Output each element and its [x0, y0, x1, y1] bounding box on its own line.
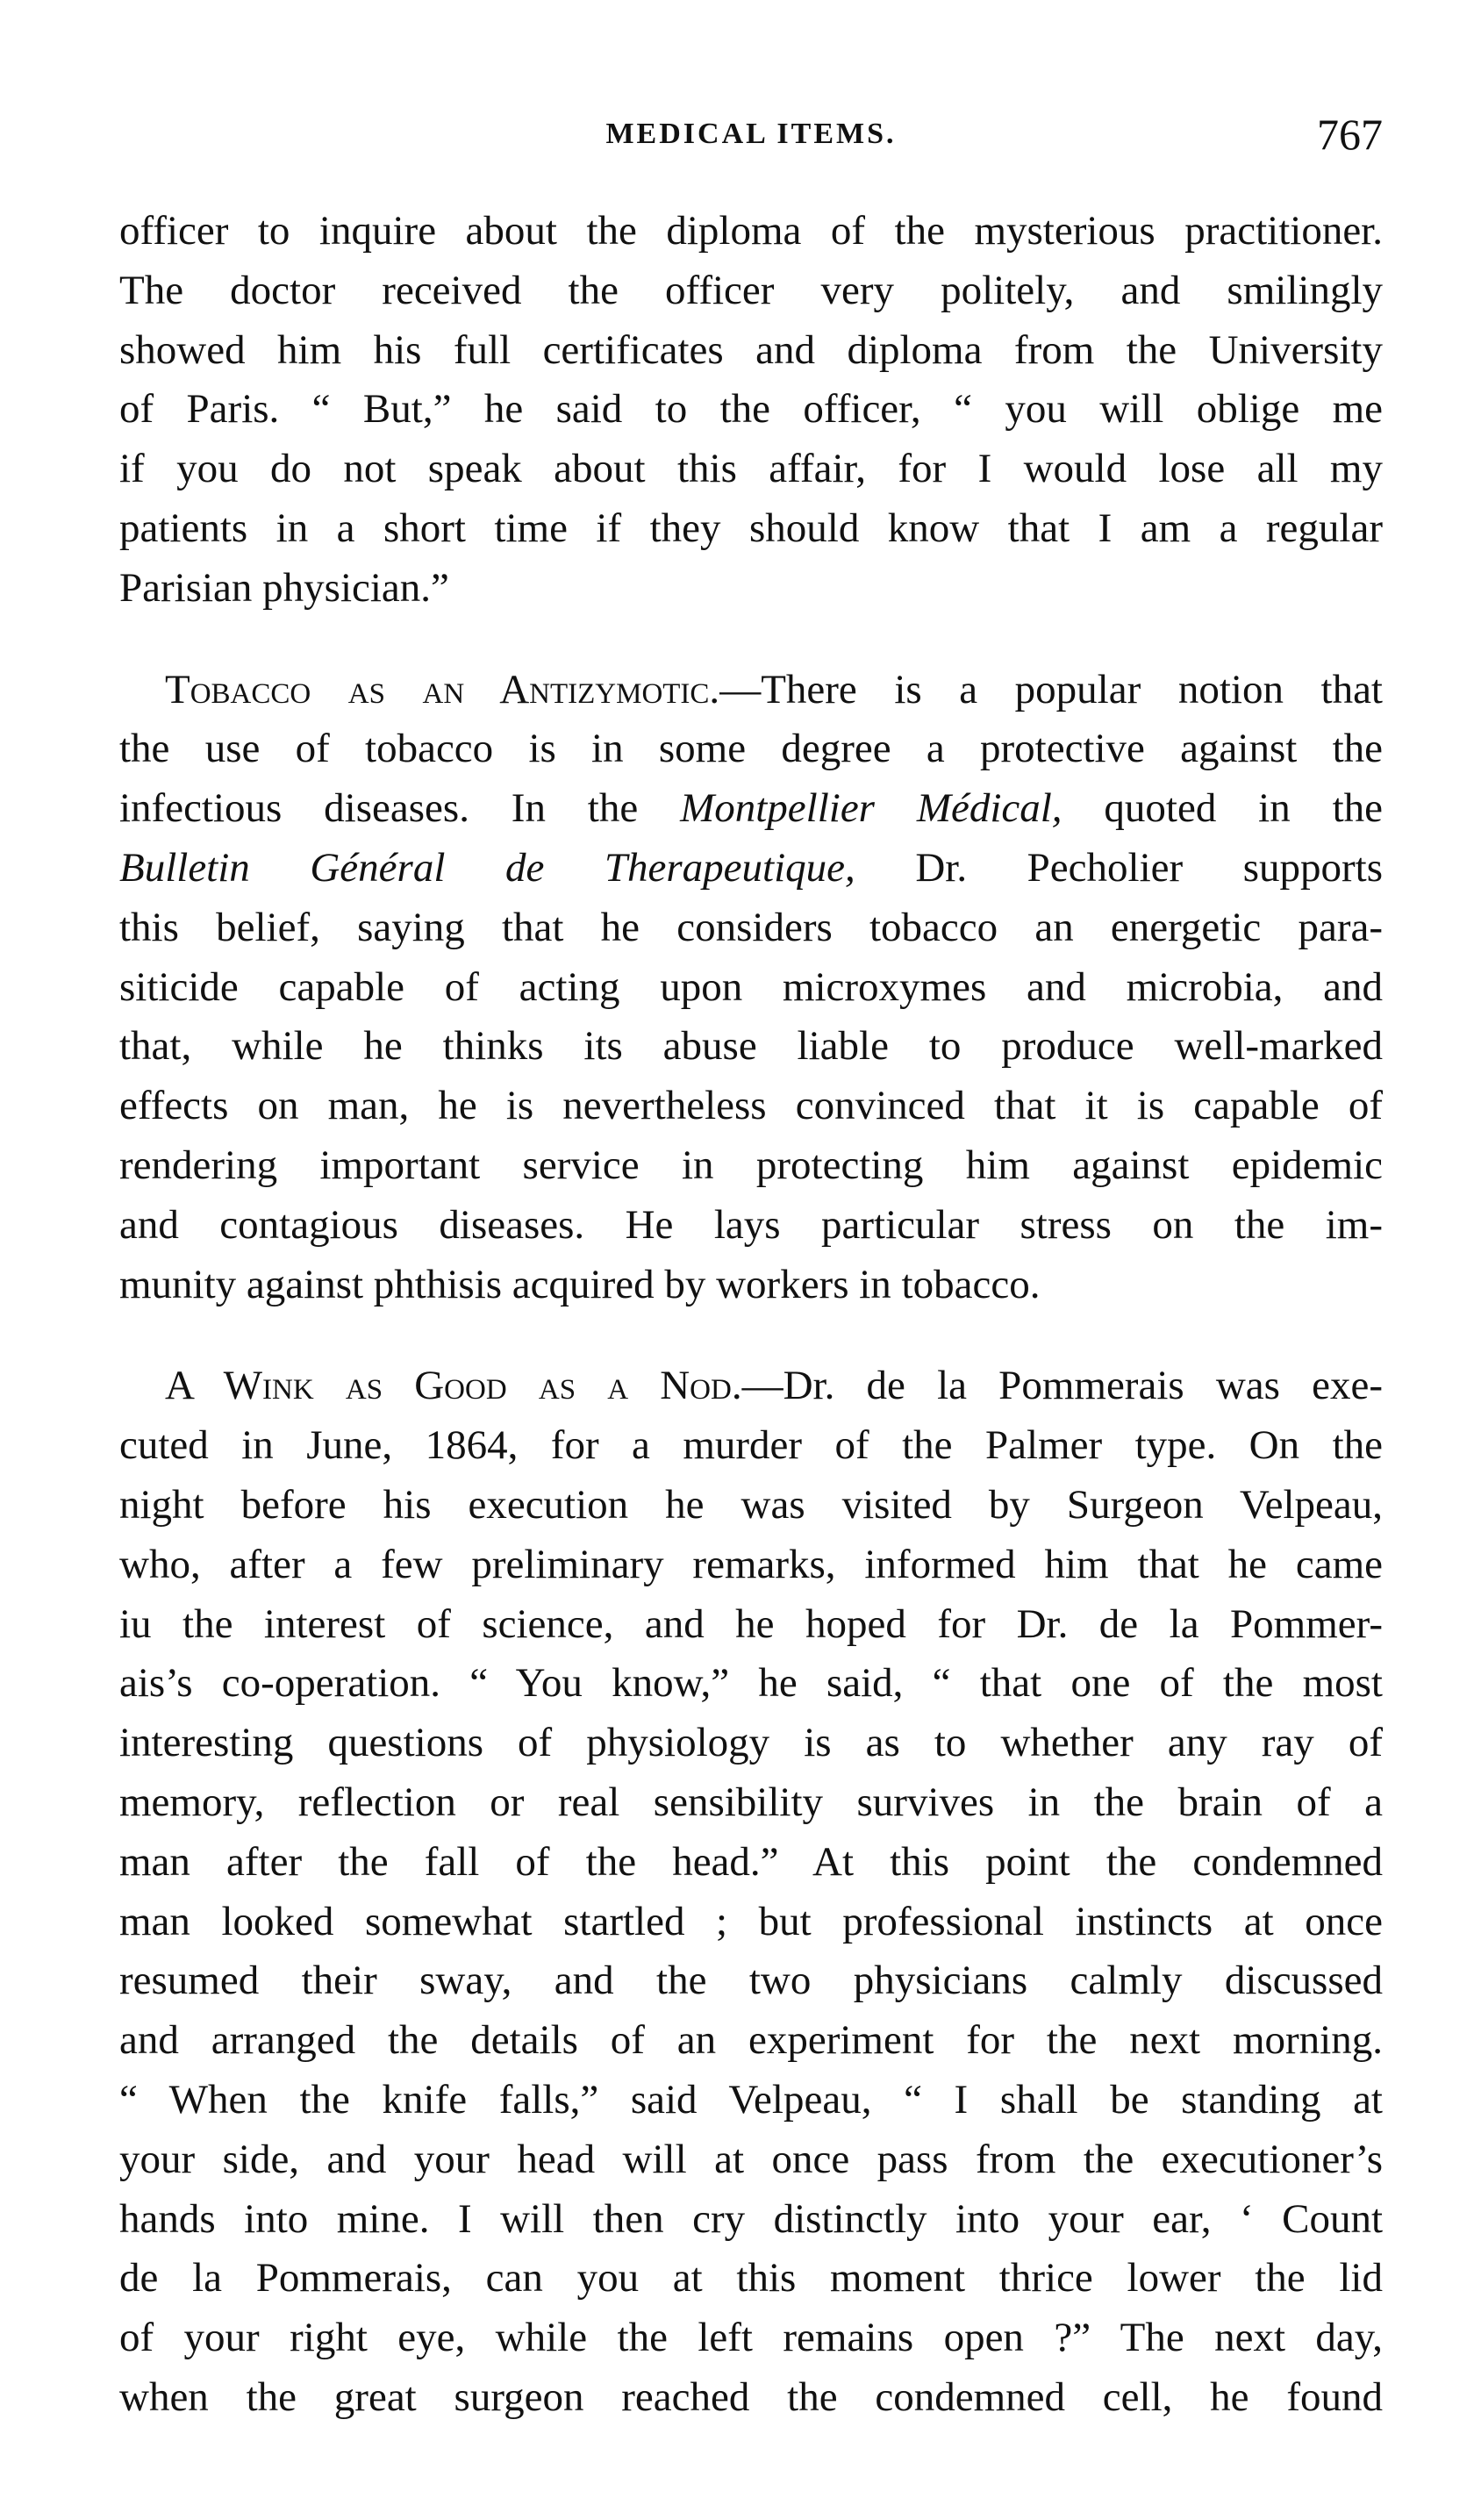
paragraph-continuation	[119, 202, 1383, 619]
text-line: Parisian physician.”	[119, 564, 449, 611]
body-text	[119, 202, 1383, 2428]
paragraph-spacer	[119, 1314, 1383, 1357]
text-line: interesting questions of physiology is as to whether any ray of	[119, 1720, 1383, 1766]
text-line: and contagious diseases. He lays particular stress on the im-	[119, 1201, 1383, 1248]
section-heading: Tobacco as an Antizymotic.	[165, 666, 720, 712]
text-span: quoted in the	[1062, 785, 1384, 832]
text-line: man after the fall of the head.” At this point the condemned	[119, 1838, 1383, 1885]
text-line: when the great surgeon reached the condemned cell, he found	[119, 2373, 1383, 2420]
text-line: of Paris. “ But,” he said to the officer, “ you will oblige me	[119, 386, 1383, 433]
text-line: who, after a few preliminary remarks, informed him that he came	[119, 1541, 1383, 1587]
text-line: cuted in June, 1864, for a murder of the Palmer type. On the	[119, 1422, 1383, 1469]
text-line: ais’s co-operation. “ You know,” he said, “ that one of the most	[119, 1660, 1383, 1707]
text-span: —There is a popular notion that	[719, 666, 1383, 712]
text-line: hands into mine. I will then cry distinctly into your ear, ‘ Count	[119, 2195, 1383, 2242]
paragraph-spacer	[119, 619, 1383, 661]
page-number: 767	[1317, 110, 1383, 159]
text-line: your side, and your head will at once pass from the executioner’s	[119, 2136, 1383, 2182]
journal-title: Bulletin Général de Therapeutique,	[119, 844, 855, 891]
text-line	[119, 661, 1383, 720]
paragraph-tobacco	[119, 661, 1383, 1315]
text-span: infectious diseases. In the	[119, 785, 639, 832]
text-line: the use of tobacco is in some degree a protective against the	[119, 726, 1383, 772]
text-line: and arranged the details of an experiment for the next morning.	[119, 2017, 1383, 2064]
text-line: night before his execution he was visited by Surgeon Velpeau,	[119, 1481, 1383, 1528]
text-line	[119, 779, 1383, 839]
text-line	[119, 1357, 1383, 1416]
text-line: “ When the knife falls,” said Velpeau, “ I shall be standing at	[119, 2076, 1383, 2123]
text-line: resumed their sway, and the two physicians calmly discussed	[119, 1958, 1383, 2004]
text-line	[119, 839, 1383, 898]
text-line: showed him his full certificates and diploma from the University	[119, 326, 1383, 373]
text-line: of your right eye, while the left remains open ?” The next day,	[119, 2315, 1383, 2361]
text-line: siticide capable of acting upon microxymes and microbia, and	[119, 963, 1383, 1010]
text-span: —Dr. de la Pommerais was exe-	[741, 1363, 1383, 1409]
text-line: officer to inquire about the diploma of the mysterious practitioner.	[119, 208, 1383, 254]
text-line: rendering important service in protecting him against epidemic	[119, 1142, 1383, 1188]
text-line: munity against phthisis acquired by workers in tobacco.	[119, 1261, 1041, 1307]
text-line: man looked somewhat startled ; but professional instincts at once	[119, 1898, 1383, 1944]
paragraph-wink	[119, 1357, 1383, 2427]
text-line: The doctor received the officer very politely, and smilingly	[119, 267, 1383, 313]
text-line: this belief, saying that he considers tobacco an energetic para-	[119, 904, 1383, 950]
text-line: de la Pommerais, can you at this moment thrice lower the lid	[119, 2255, 1383, 2302]
text-line: if you do not speak about this affair, for I would lose all my	[119, 446, 1383, 492]
text-span: Dr. Pecholier supports	[855, 844, 1383, 891]
running-title: MEDICAL ITEMS.	[605, 118, 897, 150]
text-line: memory, reflection or real sensibility survives in the brain of a	[119, 1779, 1383, 1825]
text-line: iu the interest of science, and he hoped for Dr. de la Pommer-	[119, 1600, 1383, 1647]
text-line: effects on man, he is nevertheless convinced that it is capable of	[119, 1083, 1383, 1129]
journal-title: Montpellier Médical,	[680, 785, 1062, 832]
text-line: patients in a short time if they should know that I am a regular	[119, 505, 1383, 551]
text-line: that, while he thinks its abuse liable to produce well-marked	[119, 1023, 1383, 1070]
running-head	[119, 112, 1383, 165]
section-heading: A Wink as Good as a Nod.	[165, 1363, 742, 1409]
